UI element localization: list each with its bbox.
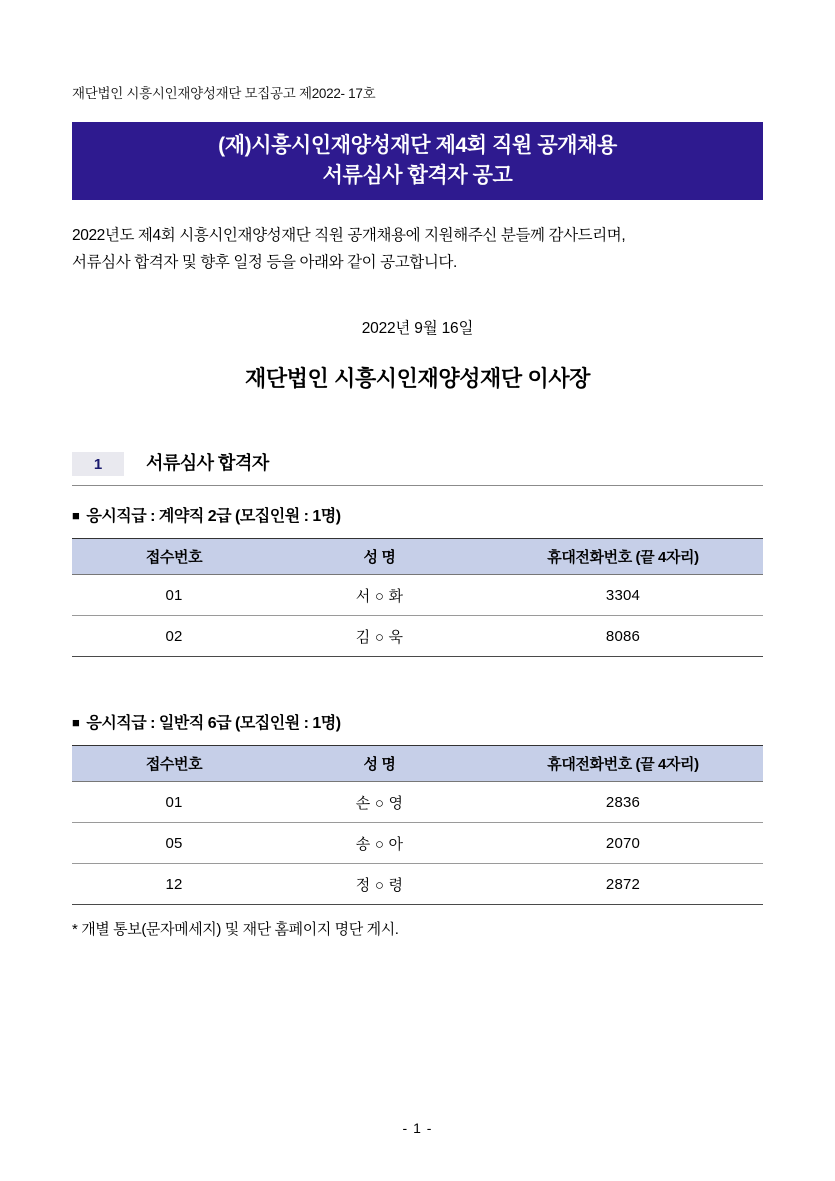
- group-2-label: [72, 710, 763, 733]
- result-group-1: [72, 503, 763, 657]
- group-2-label-text: 응시직급 : 일반직 6급 (모집인원 : 1명): [86, 715, 341, 732]
- cell-number: 05: [72, 823, 276, 864]
- cell-phone: 8086: [483, 616, 763, 657]
- cell-phone: 3304: [483, 575, 763, 616]
- cell-name: 김 ○ 욱: [276, 616, 483, 657]
- document-number: 재단법인 시흥시인재양성재단 모집공고 제2022- 17호: [72, 86, 376, 101]
- table-header-row: [72, 539, 763, 575]
- table-row: [72, 823, 763, 864]
- title-banner: [72, 122, 763, 200]
- announcement-date: 2022년 9월 16일: [361, 320, 474, 337]
- group-1-label-text: 응시직급 : 계약직 2급 (모집인원 : 1명): [86, 508, 341, 525]
- cell-name: 송 ○ 아: [276, 823, 483, 864]
- results-table-2: [72, 745, 763, 905]
- footnote: * 개별 통보(문자메세지) 및 재단 홈페이지 명단 게시.: [72, 921, 399, 938]
- cell-number: 01: [72, 782, 276, 823]
- intro-line-2: 서류심사 합격자 및 향후 일정 등을 아래와 같이 공고합니다.: [72, 254, 457, 272]
- page-number: - 1 -: [402, 1120, 433, 1136]
- table-header-row: [72, 746, 763, 782]
- group-1-label: [72, 503, 763, 526]
- bullet-icon: ■: [72, 508, 80, 523]
- cell-phone: 2872: [483, 864, 763, 905]
- intro-line-1: 2022년도 제4회 시흥시인재양성재단 직원 공개채용에 지원해주신 분들께 감사드리며,: [72, 227, 626, 244]
- cell-name: 손 ○ 영: [276, 782, 483, 823]
- cell-phone: 2836: [483, 782, 763, 823]
- table-row: [72, 616, 763, 657]
- intro-paragraph: [72, 222, 772, 276]
- table-row: [72, 782, 763, 823]
- table-row: [72, 864, 763, 905]
- column-header-phone: 휴대전화번호 (끝 4자리): [483, 746, 763, 782]
- cell-number: 01: [72, 575, 276, 616]
- title-line-2: 서류심사 합격자 공고: [322, 164, 513, 187]
- cell-number: 02: [72, 616, 276, 657]
- section-header: [72, 452, 763, 486]
- cell-name: 서 ○ 화: [276, 575, 483, 616]
- section-number: 1: [72, 452, 124, 476]
- cell-phone: 2070: [483, 823, 763, 864]
- results-table-1: [72, 538, 763, 657]
- bullet-icon: ■: [72, 715, 80, 730]
- column-header-name: 성 명: [276, 539, 483, 575]
- cell-number: 12: [72, 864, 276, 905]
- result-group-2: [72, 710, 763, 905]
- table-row: [72, 575, 763, 616]
- column-header-number: 접수번호: [72, 539, 276, 575]
- column-header-number: 접수번호: [72, 746, 276, 782]
- column-header-phone: 휴대전화번호 (끝 4자리): [483, 539, 763, 575]
- section-title: 서류심사 합격자: [146, 453, 269, 473]
- column-header-name: 성 명: [276, 746, 483, 782]
- cell-name: 정 ○ 령: [276, 864, 483, 905]
- title-line-1: (재)시흥시인재양성재단 제4회 직원 공개채용: [218, 133, 617, 157]
- organization-name: 재단법인 시흥시인재양성재단 이사장: [244, 366, 591, 391]
